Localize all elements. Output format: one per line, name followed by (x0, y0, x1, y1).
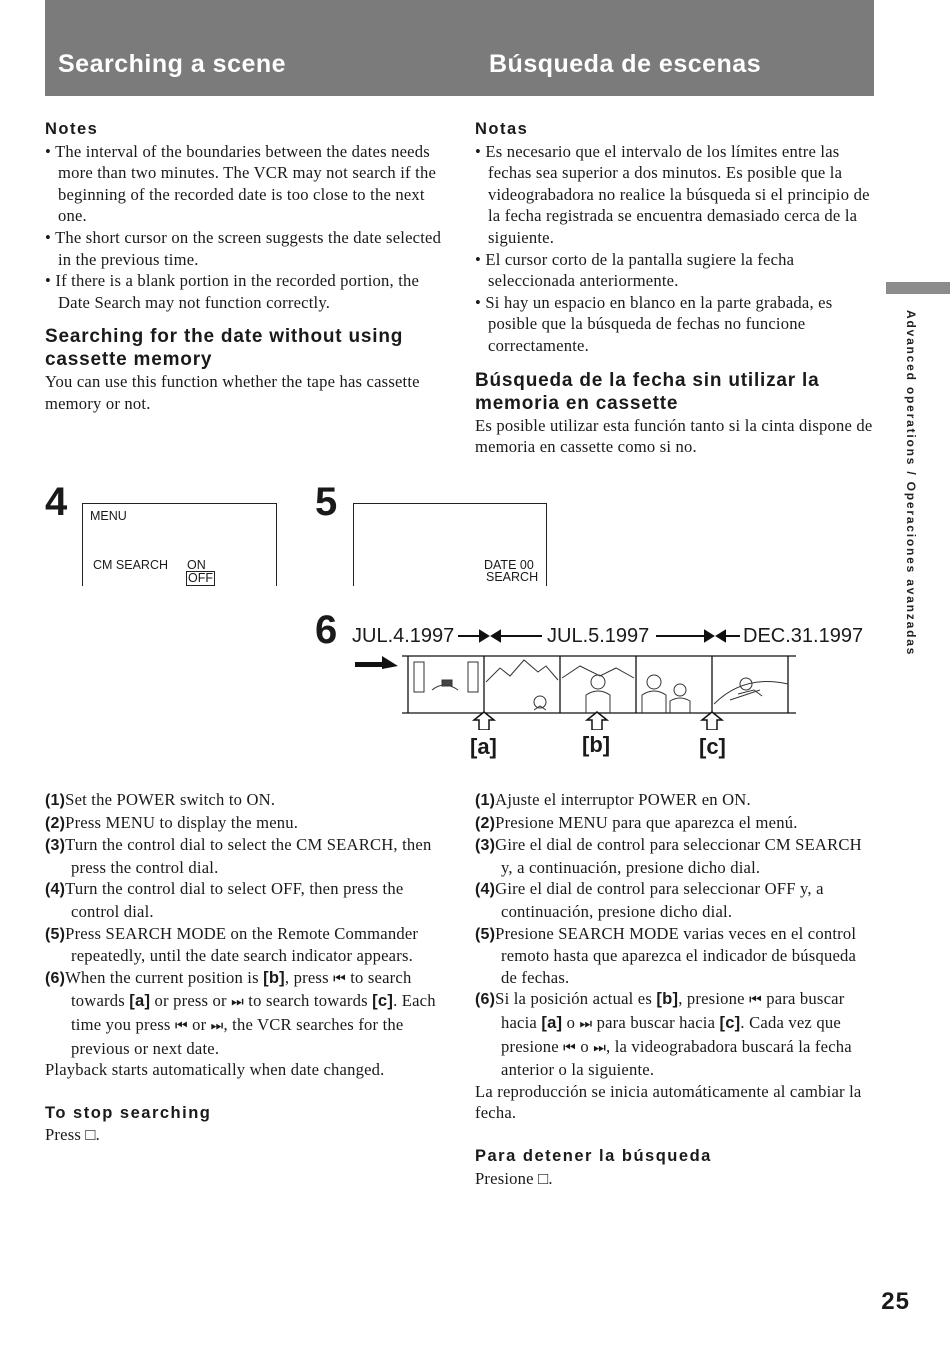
step-item: (3)Gire el dial de control para seleccionar CM SEARCH y, a continuación, presione dicho dial. (475, 835, 862, 877)
prev-icon: ⏮ (563, 1039, 576, 1056)
step-item: (6)When the current position is [b], press ⏮ to search towards [a] or press or ⏭ to search towards [c]. Each time you press ⏮ or ⏭, the VCR searches for the previous or next date. (45, 967, 436, 1058)
step-item: (4)Gire el dial de control para seleccionar OFF y, a continuación, presione dicho dial. (475, 879, 824, 921)
stop-text-en: Press □. (45, 1125, 100, 1145)
page-title-es: Búsqueda de escenas (489, 50, 762, 78)
cm-search-label: CM SEARCH (93, 558, 169, 572)
step-number-4: 4 (45, 480, 68, 524)
step-item: (2)Presione MENU para que aparezca el menú. (475, 812, 798, 832)
note-item: • The short cursor on the screen suggests the date selected in the previous time. (45, 227, 442, 269)
note-item: • The interval of the boundaries between the dates needs more than two minutes. The VCR may not search if the beginning of the recorded date is too close to the next one. (45, 141, 437, 226)
date-label-2: JUL.5.1997 (547, 625, 650, 647)
next-icon: ⏭ (579, 1015, 593, 1032)
step-item: (2)Press MENU to display the menu. (45, 812, 299, 832)
position-label-a: [a] (470, 734, 497, 759)
step-item: (5)Press SEARCH MODE on the Remote Commander repeatedly, until the date search indicator appears. (45, 923, 419, 966)
steps-es (475, 789, 875, 1189)
step-item: (1)Ajuste el interruptor POWER en ON. (475, 790, 751, 809)
stop-icon: □ (538, 1168, 549, 1188)
note-item: • Si hay un espacio en blanco en la parte grabada, es posible que la búsqueda de fechas no funcione correctamente. (475, 292, 833, 355)
notes-label: Notes (45, 120, 99, 138)
note-item: • Es necesario que el intervalo de los límites entre las fechas sea superior a dos minutos. Es posible que la videograbadora no realice la búsqueda si el principio de la fecha registrada se encuentra demasiado cerca de la siguiente. (475, 141, 870, 247)
date-label-3: DEC.31.1997 (743, 625, 864, 647)
step-item: (3)Turn the control dial to select the CM SEARCH, then press the control dial. (45, 835, 432, 877)
note-item: • El cursor corto de la pantalla sugiere la fecha seleccionada anteriormente. (475, 249, 795, 291)
section-tab (886, 282, 950, 294)
prev-icon: ⏮ (333, 970, 346, 987)
prev-icon: ⏮ (174, 1017, 188, 1034)
note-item: • If there is a blank portion in the recorded portion, the Date Search may not function correctly. (45, 271, 420, 312)
after-text-en: Playback starts automatically when date changed. (45, 1060, 385, 1080)
page-number: 25 (881, 1288, 910, 1315)
step-item: (5)Presione SEARCH MODE varias veces en el control remoto hasta que aparezca el indicador de búsqueda de fechas. (475, 923, 857, 987)
step-item: (4)Turn the control dial to select OFF, then press the control dial. (45, 879, 404, 921)
prev-icon: ⏮ (749, 992, 762, 1009)
subheading-es: Búsqueda de la fecha sin utilizar la memoria en cassette (475, 369, 820, 414)
intro-es: Es posible utilizar esta función tanto si la cinta dispone de memoria en cassette como si no. (475, 415, 873, 457)
stop-icon: □ (85, 1125, 96, 1145)
stop-text-es: Presione □. (475, 1168, 553, 1188)
stop-label-es: Para detener la búsqueda (475, 1146, 712, 1165)
menu-title: MENU (90, 509, 127, 523)
step-item: (6)Si la posición actual es [b], presione ⏮ para buscar hacia [a] o ⏭ para buscar hacia [c]. Cada vez que presione ⏮ o ⏭, la videograbadora buscará la fecha anterior o la siguiente. (475, 989, 852, 1080)
search-indicator: SEARCH (486, 570, 539, 584)
tape-timeline (350, 620, 810, 730)
subheading-en: Searching for the date without using cassette memory (45, 326, 404, 371)
section-label: Advanced operations / Operaciones avanzadas (904, 310, 918, 657)
page-title-en: Searching a scene (58, 50, 287, 78)
step-item: (1)Set the POWER switch to ON. (45, 790, 276, 809)
next-icon: ⏭ (231, 994, 244, 1011)
date-search-screen (353, 503, 547, 586)
date-label-1: JUL.4.1997 (352, 625, 455, 647)
step-number-5: 5 (315, 480, 338, 524)
notes-en (45, 119, 445, 415)
steps-en (45, 789, 445, 1146)
step-number-6: 6 (315, 608, 338, 652)
position-label-c: [c] (699, 734, 726, 759)
notes-label: Notas (475, 120, 529, 138)
header-bar (45, 0, 874, 96)
intro-en: You can use this function whether the tape has cassette memory or not. (45, 372, 420, 413)
notes-es (475, 119, 875, 458)
date-indicator: DATE 00 (484, 558, 534, 572)
menu-screen (82, 503, 277, 586)
position-label-b: [b] (582, 732, 611, 757)
stop-label-en: To stop searching (45, 1103, 212, 1122)
off-option-selected: OFF (188, 571, 213, 585)
next-icon: ⏭ (210, 1017, 224, 1034)
after-text-es: La reproducción se inicia automáticamente al cambiar la fecha. (475, 1081, 862, 1123)
on-option: ON (187, 558, 206, 572)
next-icon: ⏭ (593, 1039, 606, 1056)
